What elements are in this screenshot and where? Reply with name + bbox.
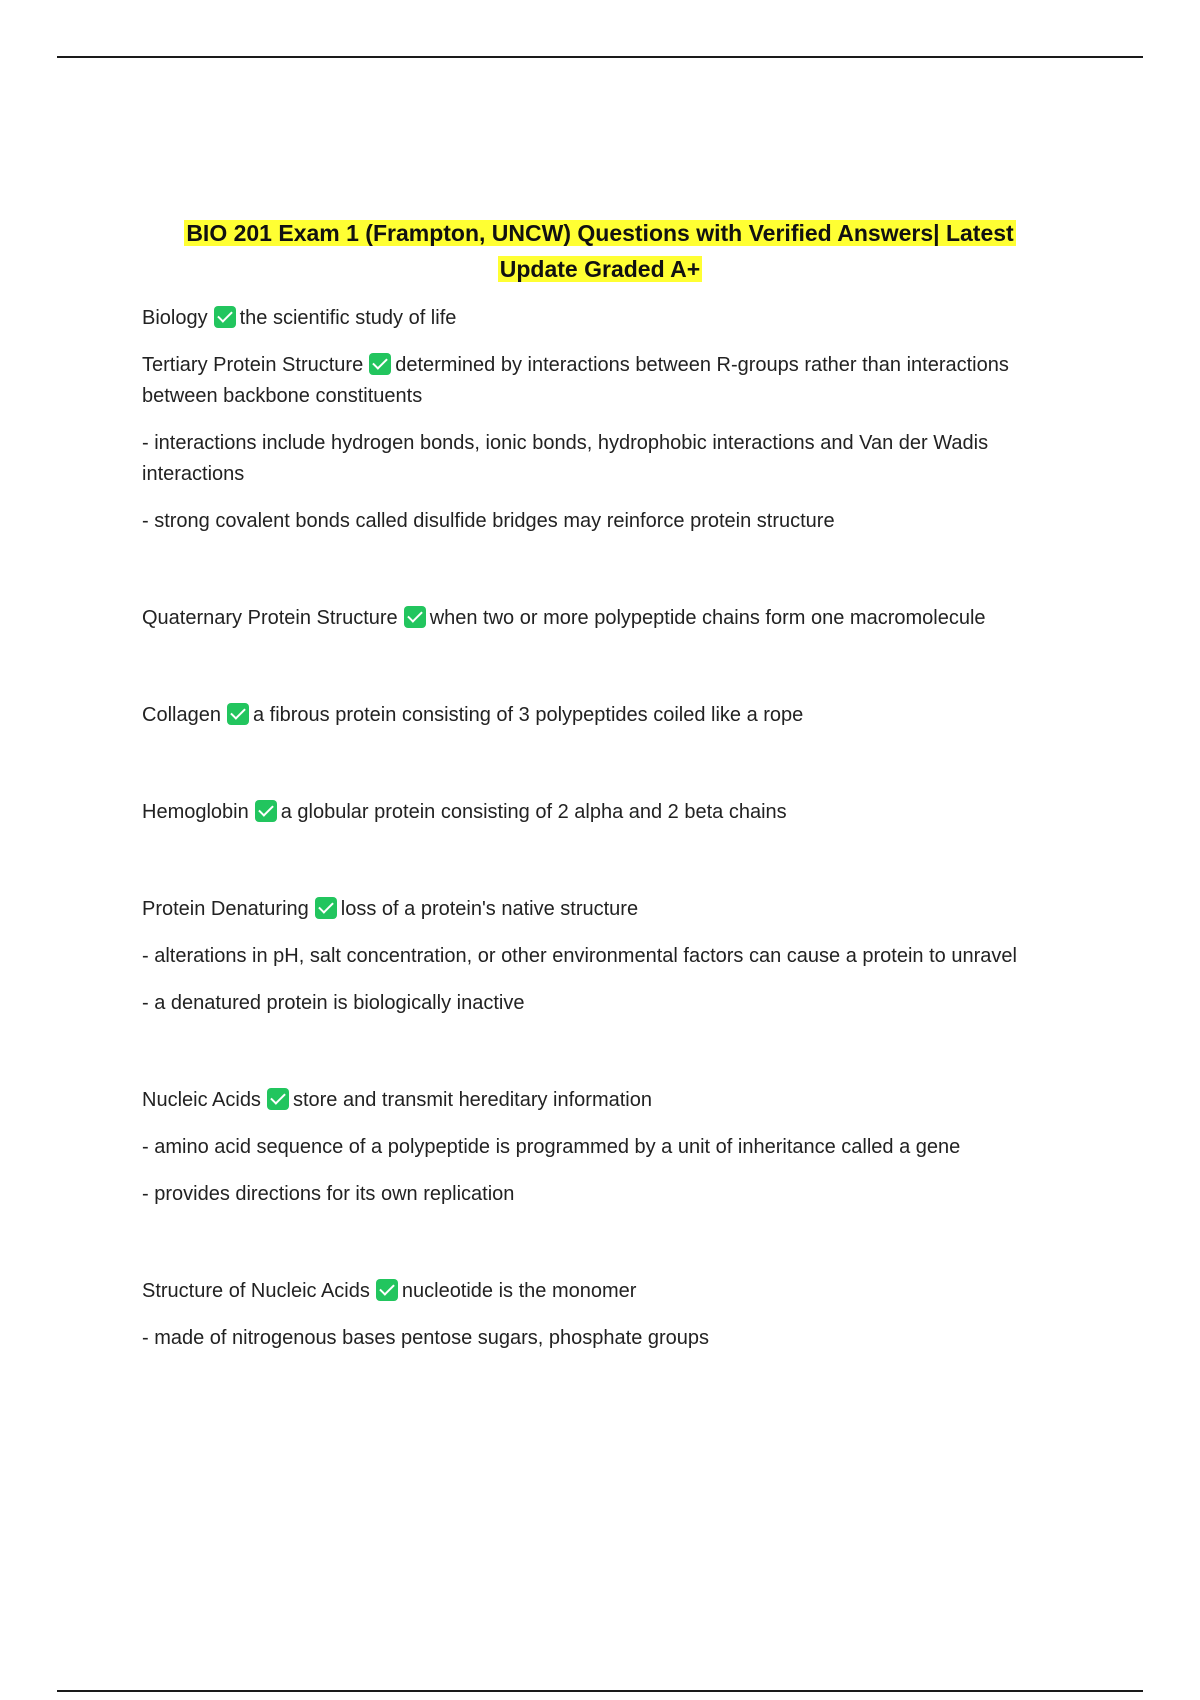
check-icon [369, 353, 391, 375]
entry-quaternary-protein-structure [142, 603, 1042, 634]
term: Biology [142, 307, 208, 329]
term: Collagen [142, 704, 221, 726]
note: - provides directions for its own replication [142, 1183, 515, 1205]
entry-protein-denaturing [142, 894, 1042, 1019]
entry-hemoglobin [142, 797, 1042, 828]
note: - amino acid sequence of a polypeptide is programmed by a unit of inheritance called a gene [142, 1136, 961, 1158]
term: Tertiary Protein Structure [142, 354, 364, 376]
term: Protein Denaturing [142, 898, 309, 920]
check-icon [267, 1088, 289, 1110]
entry-collagen [142, 700, 1042, 731]
check-icon [315, 897, 337, 919]
note: - a denatured protein is biologically inactive [142, 992, 525, 1014]
document-title [130, 215, 1070, 287]
note: - made of nitrogenous bases pentose sugars, phosphate groups [142, 1327, 710, 1349]
term: Quaternary Protein Structure [142, 607, 398, 629]
entry-tertiary-protein-structure [142, 350, 1042, 537]
check-icon [214, 306, 236, 328]
definition: store and transmit hereditary information [292, 1089, 652, 1111]
definition: loss of a protein's native structure [340, 898, 639, 920]
title-line-1: BIO 201 Exam 1 (Frampton, UNCW) Questions with Verified Answers| Latest [186, 220, 1014, 246]
note: - interactions include hydrogen bonds, ionic bonds, hydrophobic interactions and Van der Wadis interactions [142, 432, 989, 485]
bottom-rule [57, 1690, 1143, 1692]
definition: the scientific study of life [239, 307, 457, 329]
definition: determined by interactions between R-groups rather than interactions between backbone constituents [142, 354, 1009, 407]
check-icon [227, 703, 249, 725]
definition: a fibrous protein consisting of 3 polypeptides coiled like a rope [252, 704, 804, 726]
definition: a globular protein consisting of 2 alpha and 2 beta chains [280, 801, 787, 823]
entry-structure-of-nucleic-acids [142, 1276, 1042, 1354]
definition: when two or more polypeptide chains form one macromolecule [429, 607, 986, 629]
check-icon [404, 606, 426, 628]
entry-biology [142, 303, 1042, 334]
note: - strong covalent bonds called disulfide bridges may reinforce protein structure [142, 510, 835, 532]
check-icon [255, 800, 277, 822]
term: Structure of Nucleic Acids [142, 1280, 370, 1302]
term: Hemoglobin [142, 801, 249, 823]
check-icon [376, 1279, 398, 1301]
definition: nucleotide is the monomer [401, 1280, 637, 1302]
term: Nucleic Acids [142, 1089, 261, 1111]
note: - alterations in pH, salt concentration, or other environmental factors can cause a protein to unravel [142, 945, 1017, 967]
entry-nucleic-acids [142, 1085, 1042, 1210]
flashcard-list [142, 303, 1042, 1370]
title-line-2: Update Graded A+ [499, 256, 701, 282]
top-rule [57, 56, 1143, 58]
